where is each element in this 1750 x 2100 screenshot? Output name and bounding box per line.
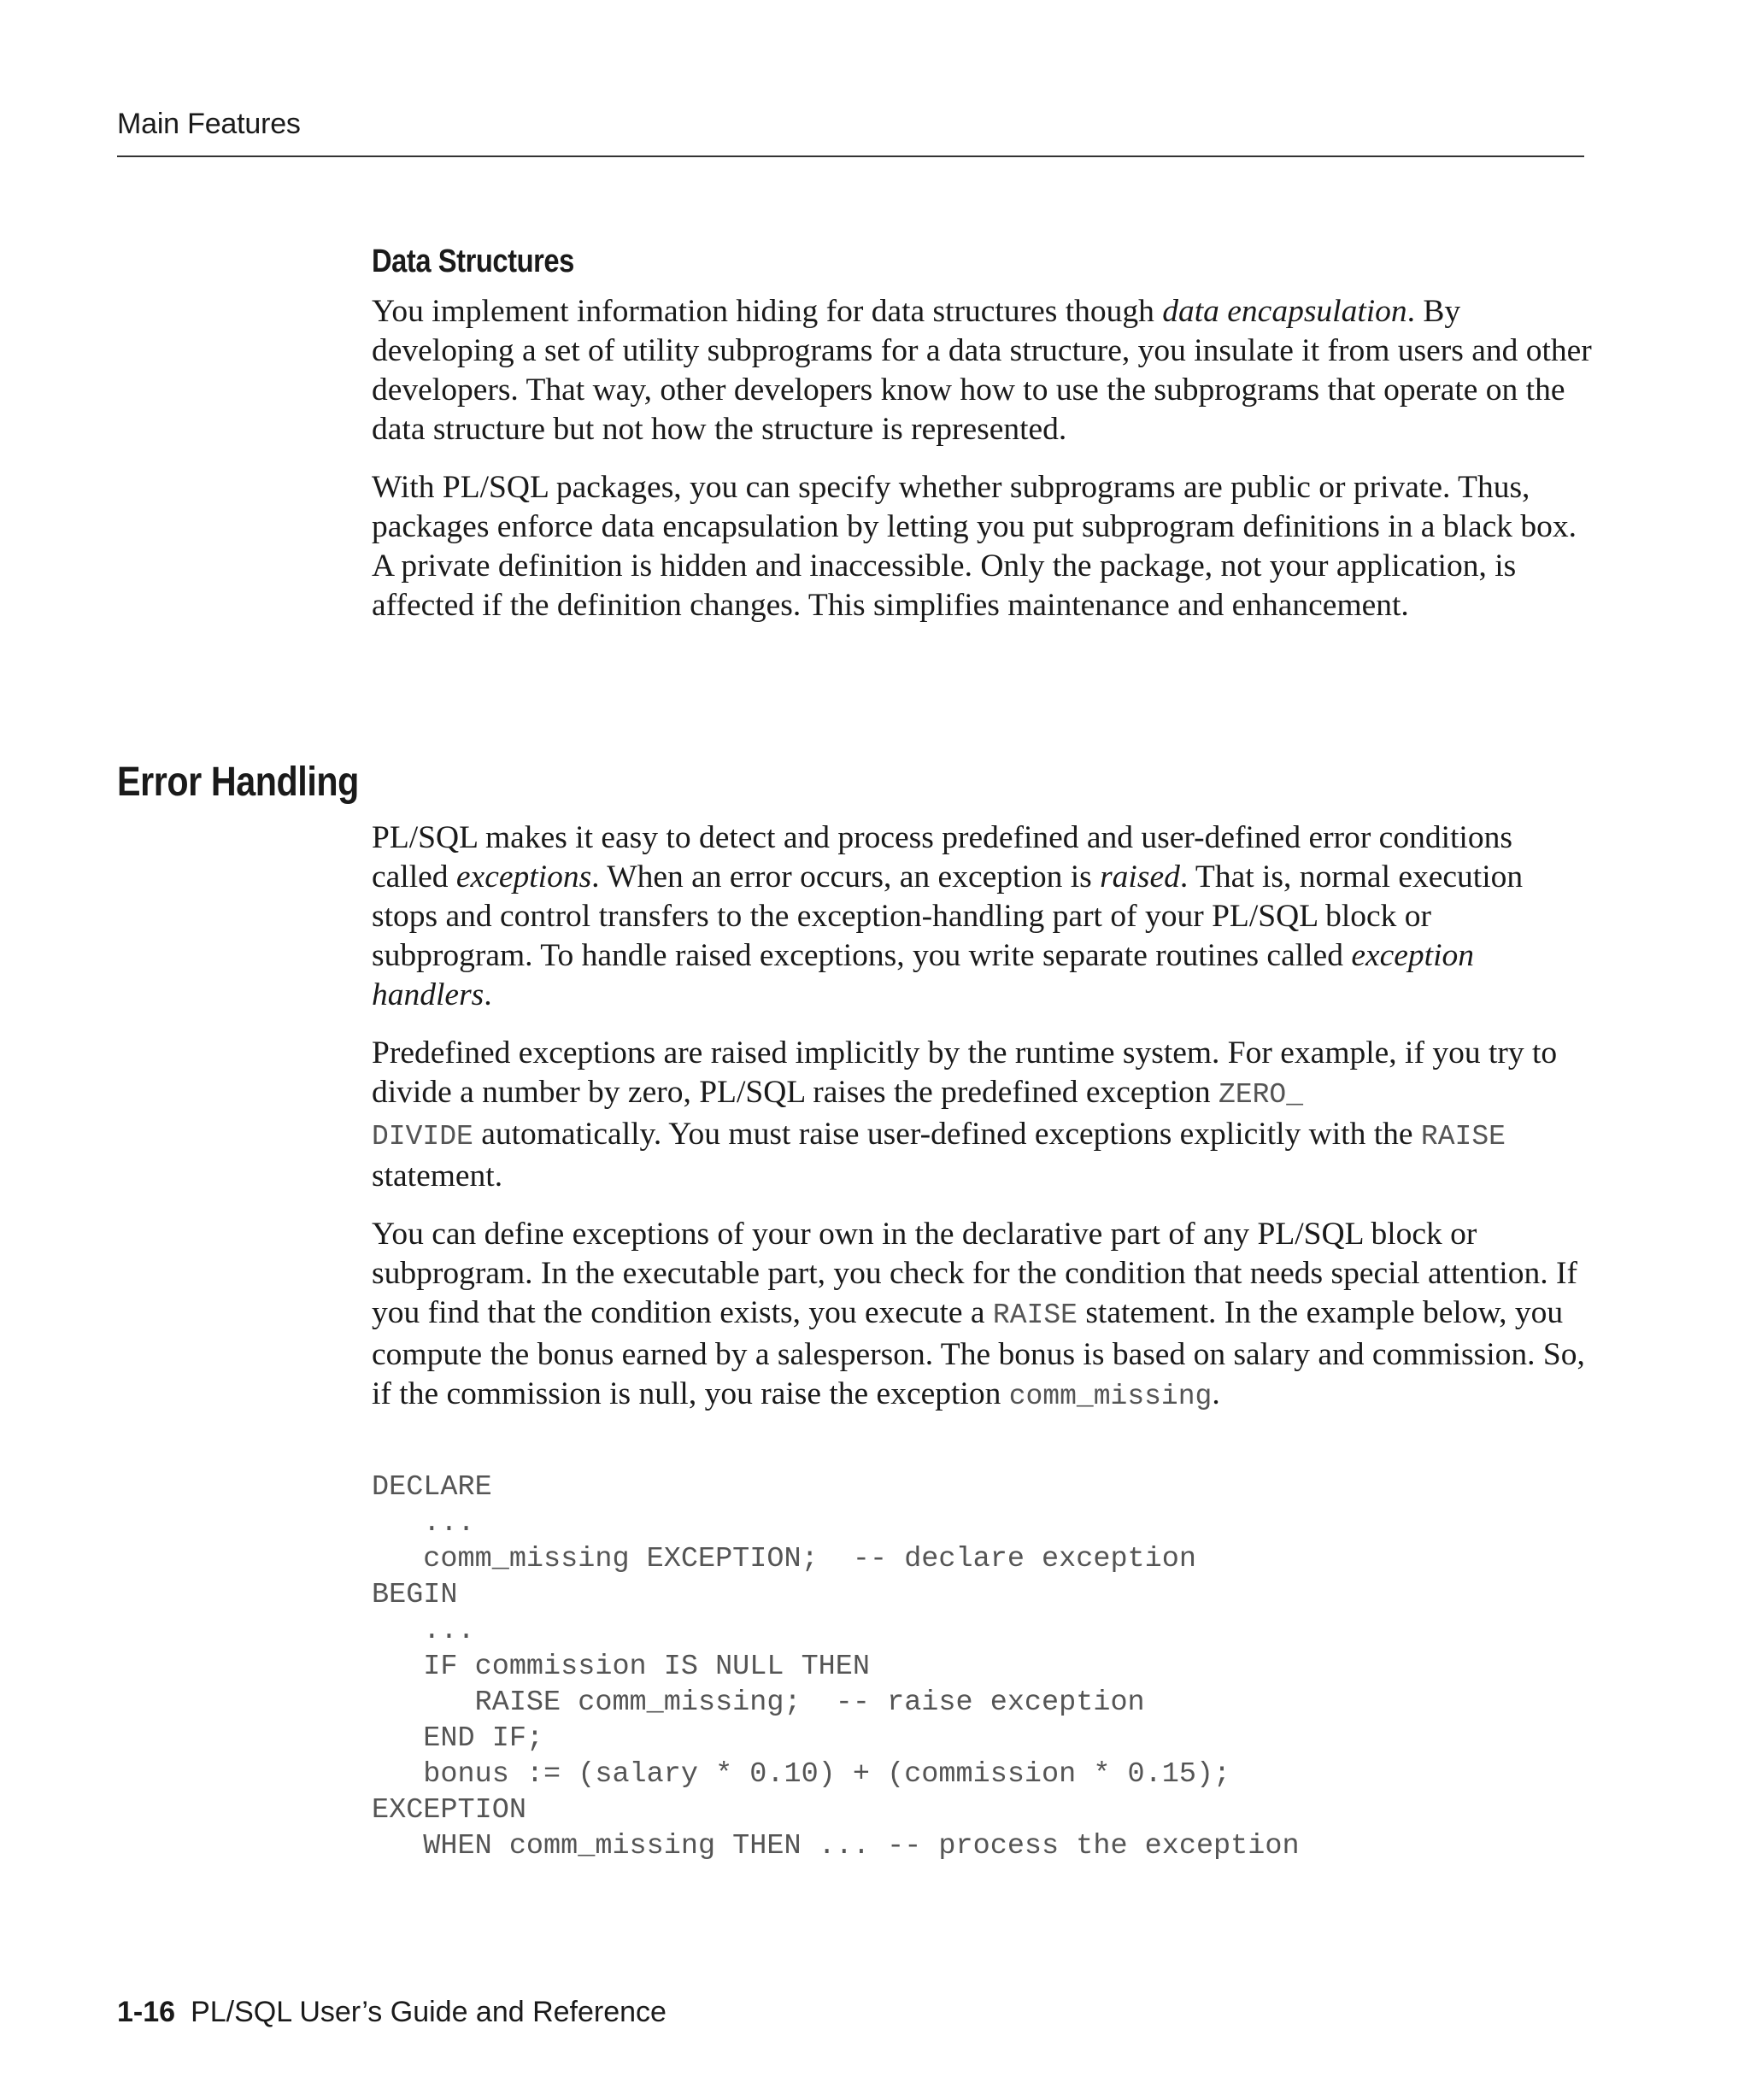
text-run: . When an error occurs, an exception is [591,859,1101,895]
text-run: You can define exceptions of your own in the declarative part of any PL/SQL block or subprogram. In the executable part, you check for the condition that needs special attention. If you find that the condition exists, you execute a [372,1217,1577,1330]
emphasis-term: raised [1100,859,1180,895]
inline-code: RAISE [1420,1121,1506,1153]
header-rule [117,155,1584,157]
text-run: . That is, normal execution stops and control transfers to the exception-handling part of your PL/SQL block or subprogram. To handle raised exceptions, you write separate routines called [372,859,1524,973]
error-handling-paragraph-3 [372,1215,1594,1417]
text-run: . [1212,1376,1220,1411]
running-header: Main Features [117,108,301,140]
data-structures-paragraph-1 [372,292,1594,449]
text-run: Predefined exceptions are raised implicitly by the runtime system. For example, if you try to divide a number by zero, PL/SQL raises the predefined exception [372,1035,1558,1110]
error-handling-body [372,818,1594,1435]
inline-code: RAISE [992,1299,1078,1331]
emphasis-term: data encapsulation [1162,294,1407,329]
data-structures-paragraph-2: With PL/SQL packages, you can specify whether subprograms are public or private. Thus, packages enforce data encapsulation by letting you put subprogram definitions in a black box. A private definition is hidden and inaccessible. Only the package, not your application, is affected if the definition changes. This simplifies maintenance and enhancement. [372,470,1577,623]
text-run: automatically. You must raise user-defined exceptions explicitly with the [473,1117,1421,1152]
code-example: DECLARE ... comm_missing EXCEPTION; -- declare exception BEGIN ... IF commission IS NULL THEN RAISE comm_missing; -- raise exception END IF; bonus := (salary * 0.10) + (commission * 0.15); EXCEPTION WHEN comm_missing THEN ... -- process the exception [372,1471,1300,1862]
page-number: 1-16 [117,1996,176,2028]
book-title: PL/SQL User’s Guide and Reference [191,1996,667,2028]
error-handling-paragraph-2 [372,1034,1594,1196]
error-handling-paragraph-1 [372,818,1594,1015]
inline-code: ZERO_ [1219,1079,1304,1111]
inline-code: comm_missing [1008,1381,1213,1412]
text-run: statement. [372,1159,503,1194]
emphasis-term: exceptions [455,859,592,895]
error-handling-heading: Error Handling [117,760,359,805]
emphasis-term: exception handlers [372,938,1474,1012]
text-run: . By developing a set of utility subprograms for a data structure, you insulate it from users and other developers. That way, other developers know how to use the subprograms that operate on the data structure but not how the structure is represented. [372,294,1592,447]
inline-code: DIVIDE [372,1121,473,1153]
text-run: You implement information hiding for data structures though [372,294,1163,329]
data-structures-heading: Data Structures [372,243,574,279]
text-run: statement. In the example below, you compute the bonus earned by a salesperson. The bonus is based on salary and commission. So, if the commission is null, you raise the exception [372,1295,1585,1411]
text-run: PL/SQL makes it easy to detect and process predefined and user-defined error conditions called [372,820,1512,895]
page-footer [117,1996,667,2029]
data-structures-body [372,292,1594,644]
text-run: . [484,977,492,1012]
